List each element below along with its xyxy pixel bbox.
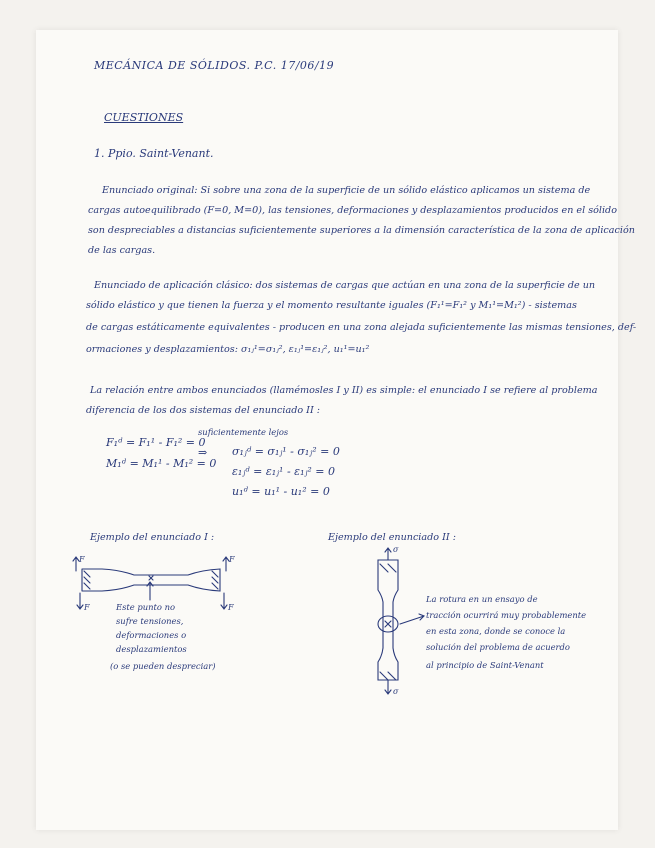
original-line-1: Enunciado original: Si sobre una zona de la superficie de un sólido elástico aplicamos un sistema de (102, 185, 591, 196)
example2-title: Ejemplo del enunciado II : (328, 532, 456, 543)
example2-sigma-bottom: σ (393, 687, 399, 696)
eq-displacement: u₁ᵈ = u₁¹ - u₁² = 0 (232, 485, 330, 498)
eq-arrow-label: suficientemente lejos (198, 427, 289, 437)
original-line-2: cargas autoequilibrado (F=0, M=0), las tensiones, deformaciones y desplazamientos producidos en el sólido (88, 205, 617, 216)
example1-title: Ejemplo del enunciado I : (90, 532, 215, 543)
eq-arrow: ⇒ (198, 446, 208, 459)
classic-line-1: Enunciado de aplicación clásico: dos sistemas de cargas que actúan en una zona de la superficie de un (94, 280, 596, 291)
example2-note-1: La rotura en un ensayo de (426, 594, 538, 604)
classic-line-3: de cargas estáticamente equivalentes - producen en una zona alejada suficientemente las mismas tensiones, def- (86, 322, 637, 333)
sketches (36, 30, 618, 830)
example1-bar-sketch (73, 557, 229, 612)
relation-line-2: diferencia de los dos sistemas del enunciado II : (86, 405, 321, 416)
classic-line-4: ormaciones y desplazamientos: σ₁ⱼ¹=σ₁ⱼ², ε₁ⱼ¹=ε₁ⱼ², u₁¹=u₁² (86, 344, 370, 355)
example2-sigma-top: σ (393, 545, 399, 554)
example1-note-1: Este punto no (116, 602, 176, 612)
example1-note-5: (o se pueden despreciar) (110, 661, 216, 671)
notebook-page (36, 30, 637, 830)
example1-force-label-4: F (228, 603, 234, 612)
example1-note-3: deformaciones o (116, 630, 187, 640)
eq-moment: M₁ᵈ = M₁¹ - M₁² = 0 (106, 457, 217, 470)
example2-note-4: solución del problema de acuerdo (426, 642, 570, 652)
classic-line-2: sólido elástico y que tienen la fuerza y el momento resultante iguales (F₁¹=F₁² y M₁¹=M₁²) - sistemas (86, 300, 577, 311)
example1-force-label-3: F (84, 603, 90, 612)
example1-force-label-1: F (79, 555, 85, 564)
eq-force: F₁ᵈ = F₁¹ - F₁² = 0 (106, 436, 206, 449)
example2-note-5: al principio de Saint-Venant (426, 660, 544, 670)
original-line-3: son despreciables a distancias suficientemente superiores a la dimensión característica de la zona de aplicación (88, 225, 635, 236)
section-title: CUESTIONES (104, 111, 184, 124)
example1-force-label-2: F (229, 555, 235, 564)
question-heading: 1. Ppio. Saint-Venant. (94, 147, 214, 160)
example1-note-2: sufre tensiones, (116, 616, 184, 626)
original-line-4: de las cargas. (88, 245, 156, 256)
example2-note-3: en esta zona, donde se conoce la (426, 626, 566, 636)
example2-specimen-sketch (378, 548, 424, 694)
eq-stress: σ₁ⱼᵈ = σ₁ⱼ¹ - σ₁ⱼ² = 0 (232, 445, 340, 458)
example2-note-2: tracción ocurrirá muy probablemente (426, 610, 587, 620)
relation-line-1: La relación entre ambos enunciados (llamémosles I y II) es simple: el enunciado I se refiere al problema (90, 385, 598, 396)
example1-note-4: desplazamientos (116, 644, 187, 654)
eq-strain: ε₁ⱼᵈ = ε₁ⱼ¹ - ε₁ⱼ² = 0 (232, 465, 336, 478)
page-header: MECÁNICA DE SÓLIDOS. P.C. 17/06/19 (94, 59, 335, 72)
